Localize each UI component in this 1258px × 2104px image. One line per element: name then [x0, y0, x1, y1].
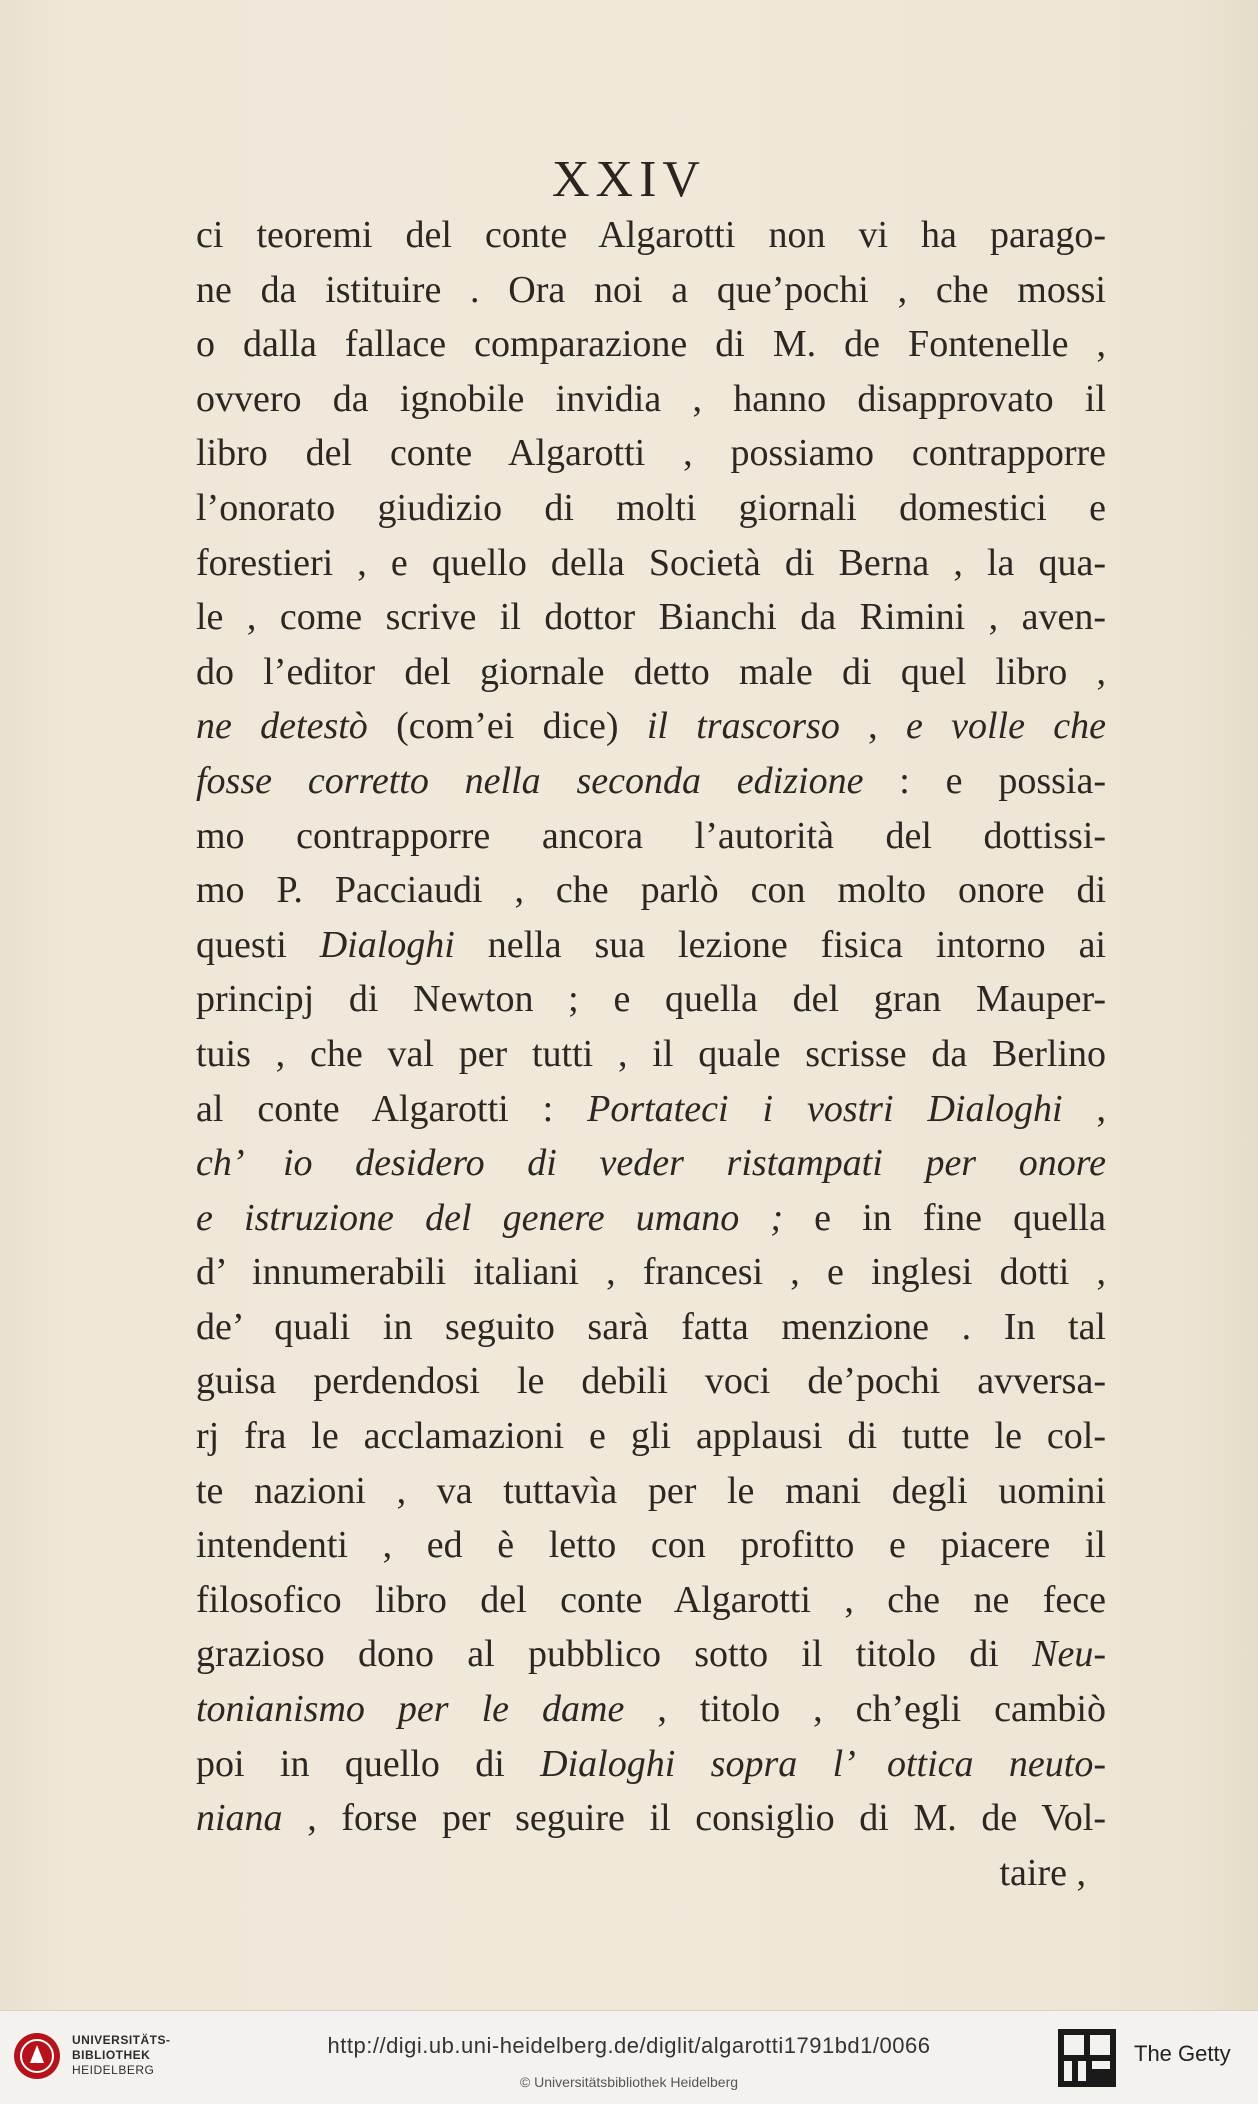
- permalink-url[interactable]: http://digi.ub.uni-heidelberg.de/diglit/algarotti1791bd1/0066: [327, 2033, 931, 2058]
- text-segment: questi: [196, 923, 320, 966]
- text-line: [196, 1464, 1106, 1519]
- catchword: [196, 1846, 1086, 1901]
- text-segment: (com’ei dice): [367, 705, 647, 748]
- text-segment: : e possia-: [863, 759, 1107, 802]
- text-line: [196, 1027, 1106, 1082]
- text-line: [196, 1245, 1106, 1300]
- text-line: [196, 863, 1106, 918]
- italic-segment: il trascorso: [646, 705, 840, 748]
- text-segment: filosofico libro del conte Algarotti , che ne fece: [196, 1578, 1106, 1621]
- text-segment: grazioso dono al pubblico sotto il titolo di: [196, 1633, 1033, 1676]
- text-segment: te nazioni , va tuttavìa per le mani degli uomini: [196, 1469, 1106, 1512]
- text-segment: d’ innumerabili italiani , francesi , e inglesi dotti ,: [196, 1251, 1106, 1294]
- library-name-line-3: HEIDELBERG: [72, 2063, 155, 2077]
- text-line: [196, 1627, 1106, 1682]
- copyright-notice: © Universitätsbibliothek Heidelberg: [519, 2074, 739, 2090]
- italic-segment: Dialoghi: [319, 923, 455, 966]
- italic-segment: niana: [196, 1797, 283, 1840]
- italic-segment: Portateci i vostri Dialoghi: [587, 1087, 1063, 1130]
- text-segment: rj fra le acclamazioni e gli applausi di tutte le col-: [196, 1415, 1106, 1458]
- text-segment: principj di Newton ; e quella del gran Mauper-: [196, 978, 1106, 1021]
- text-line: [196, 426, 1106, 481]
- italic-segment: fosse corretto nella seconda edizione: [196, 759, 864, 802]
- text-line: [196, 1791, 1106, 1846]
- text-line: [196, 208, 1106, 263]
- text-segment: ne da istituire . Ora noi a que’pochi , che mossi: [196, 268, 1106, 311]
- text-segment: intendenti , ed è letto con profitto e piacere il: [196, 1524, 1106, 1567]
- text-segment: , titolo , ch’egli cambiò: [624, 1688, 1106, 1731]
- italic-segment: Neu-: [1032, 1633, 1106, 1676]
- text-line: [196, 699, 1106, 754]
- text-line: [196, 1300, 1106, 1355]
- text-segment: guisa perdendosi le debili voci de’pochi avversa-: [196, 1360, 1106, 1403]
- text-segment: nella sua lezione fisica intorno ai: [454, 923, 1106, 966]
- italic-segment: Dialoghi sopra l’ ottica neuto-: [540, 1742, 1106, 1785]
- text-line: [196, 645, 1106, 700]
- text-segment: ,: [1062, 1087, 1107, 1130]
- text-line: [196, 1136, 1106, 1191]
- text-line: [196, 263, 1106, 318]
- text-line: [196, 536, 1106, 591]
- text-line: [196, 754, 1106, 809]
- text-segment: l’onorato giudizio di molti giornali domestici e: [196, 486, 1106, 529]
- text-segment: ,: [839, 705, 906, 748]
- text-line: [196, 809, 1106, 864]
- text-line: [196, 372, 1106, 427]
- text-line: [196, 1191, 1106, 1246]
- text-segment: al conte Algarotti :: [196, 1087, 588, 1130]
- text-segment: poi in quello di: [196, 1742, 541, 1785]
- viewer-footer: [0, 2010, 1258, 2104]
- library-name-line-2: BIBLIOTHEK: [72, 2048, 151, 2062]
- text-line: [196, 1518, 1106, 1573]
- text-line: [196, 1082, 1106, 1137]
- text-segment: , forse per seguire il consiglio di M. de Vol-: [282, 1797, 1106, 1840]
- catchword-text: taire ,: [999, 1852, 1086, 1894]
- text-segment: ci teoremi del conte Algarotti non vi ha parago-: [196, 214, 1106, 256]
- text-segment: mo contrapporre ancora l’autorità del dottissi-: [196, 814, 1106, 857]
- text-line: [196, 481, 1106, 536]
- text-segment: e in fine quella: [783, 1196, 1106, 1239]
- text-line: [196, 1737, 1106, 1792]
- text-line: [196, 972, 1106, 1027]
- text-segment: do l’editor del giornale detto male di quel libro ,: [196, 650, 1106, 693]
- library-name-line-1: UNIVERSITÄTS-: [72, 2033, 171, 2047]
- text-line: [196, 1354, 1106, 1409]
- text-segment: de’ quali in seguito sarà fatta menzione . In tal: [196, 1305, 1106, 1348]
- getty-logo-icon: [1058, 2029, 1116, 2087]
- body-text: [196, 208, 1106, 1846]
- text-line: [196, 918, 1106, 973]
- text-segment: tuis , che val per tutti , il quale scrisse da Berlino: [196, 1032, 1106, 1075]
- italic-segment: e volle che: [905, 705, 1106, 748]
- text-line: [196, 317, 1106, 372]
- text-segment: libro del conte Algarotti , possiamo contrapporre: [196, 432, 1106, 475]
- text-segment: forestieri , e quello della Società di Berna , la qua-: [196, 541, 1106, 584]
- text-segment: le , come scrive il dottor Bianchi da Rimini , aven-: [196, 596, 1106, 639]
- text-segment: mo P. Pacciaudi , che parlò con molto onore di: [196, 869, 1106, 912]
- page-number: XXIV: [552, 151, 706, 208]
- text-line: [196, 590, 1106, 645]
- italic-segment: e istruzione del genere umano ;: [196, 1196, 784, 1239]
- text-segment: o dalla fallace comparazione di M. de Fontenelle ,: [196, 323, 1106, 366]
- text-line: [196, 1409, 1106, 1464]
- italic-segment: ne detestò: [196, 705, 368, 748]
- italic-segment: ch’ io desidero di veder ristampati per onore: [196, 1142, 1106, 1185]
- italic-segment: tonianismo per le dame: [196, 1688, 625, 1731]
- partner-name: The Getty: [1134, 2041, 1231, 2066]
- text-segment: ovvero da ignobile invidia , hanno disapprovato il: [196, 377, 1106, 420]
- text-line: [196, 1573, 1106, 1628]
- text-line: [196, 1682, 1106, 1737]
